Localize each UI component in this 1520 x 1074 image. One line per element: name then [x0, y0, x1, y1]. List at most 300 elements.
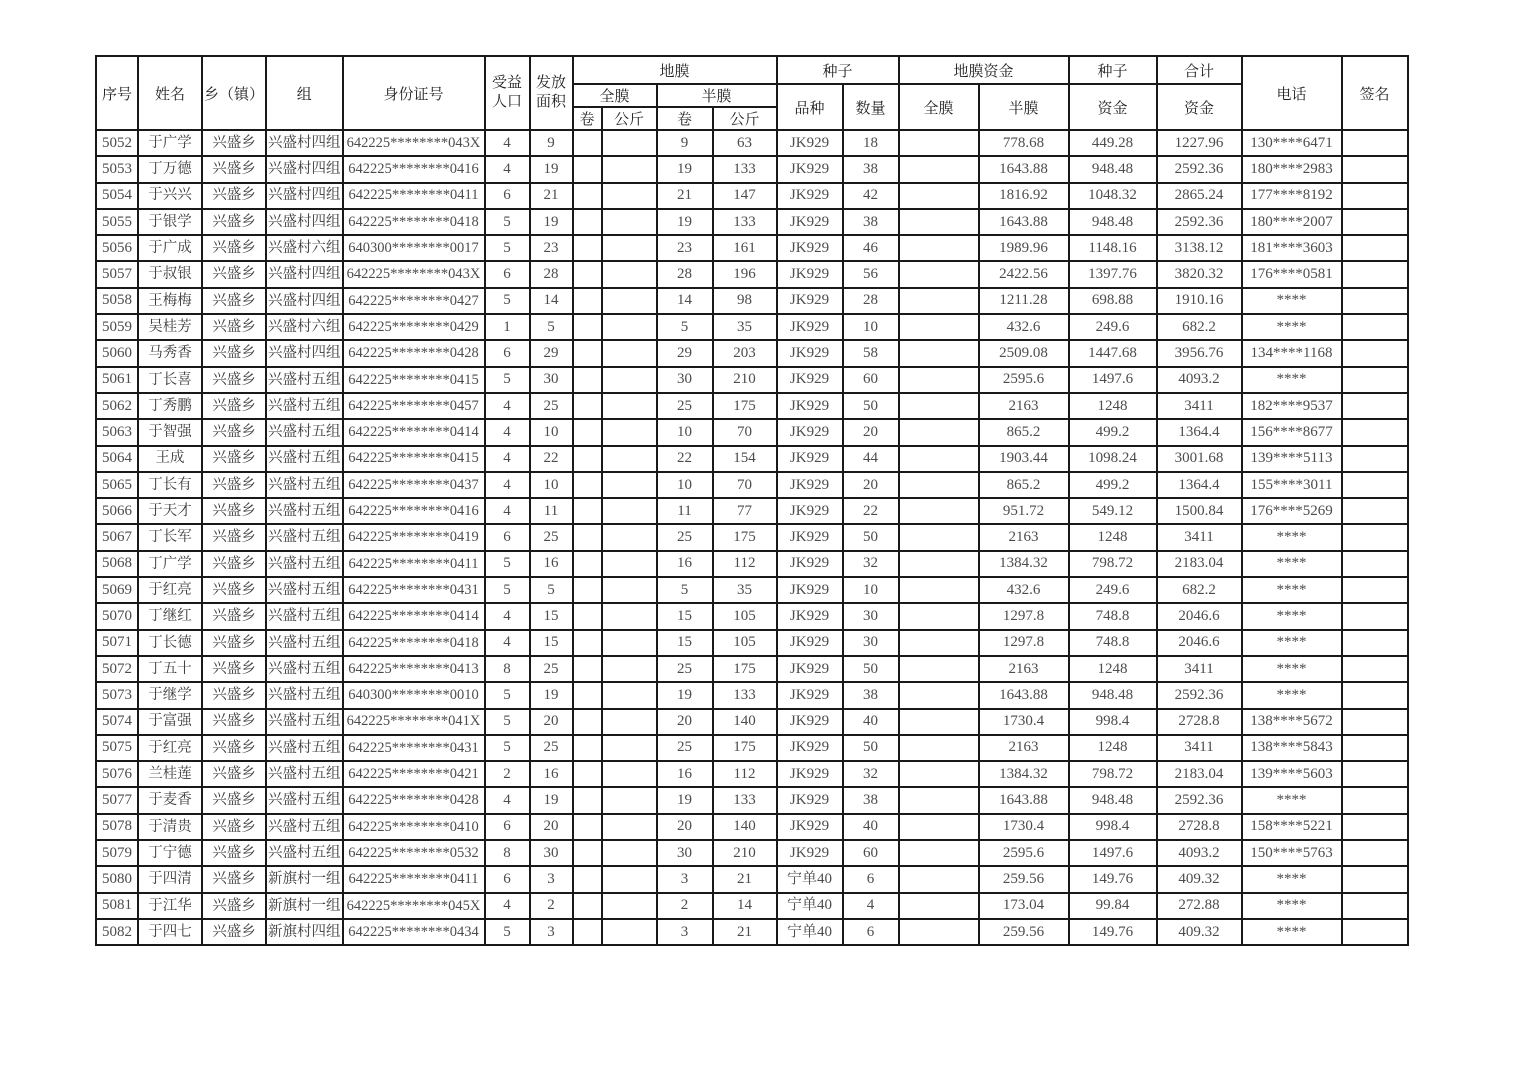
cell-phone: 155****3011 — [1242, 472, 1342, 498]
cell-name: 于四清 — [138, 866, 202, 892]
cell-distribution-area: 9 — [530, 130, 573, 156]
cell-film-fund-full — [899, 288, 979, 314]
cell-township: 兴盛乡 — [202, 603, 266, 629]
cell-half-film-kg: 175 — [713, 524, 777, 550]
cell-township: 兴盛乡 — [202, 919, 266, 945]
cell-group: 兴盛村五组 — [266, 367, 343, 393]
cell-full-film-kg — [602, 498, 657, 524]
table-row — [96, 630, 1408, 656]
cell-full-film-rolls — [573, 235, 602, 261]
cell-seed-quantity: 58 — [843, 340, 899, 366]
header-film-fund: 地膜资金 — [899, 56, 1069, 84]
cell-township: 兴盛乡 — [202, 735, 266, 761]
cell-distribution-area: 10 — [530, 419, 573, 445]
cell-beneficiary-population: 5 — [485, 288, 530, 314]
cell-film-fund-half: 778.68 — [979, 130, 1069, 156]
cell-seed-fund: 549.12 — [1069, 498, 1157, 524]
cell-film-fund-half: 2509.08 — [979, 340, 1069, 366]
cell-phone: **** — [1242, 919, 1342, 945]
cell-group: 兴盛村四组 — [266, 130, 343, 156]
cell-township: 兴盛乡 — [202, 682, 266, 708]
cell-seed-quantity: 30 — [843, 603, 899, 629]
cell-full-film-rolls — [573, 340, 602, 366]
cell-distribution-area: 19 — [530, 787, 573, 813]
cell-beneficiary-population: 5 — [485, 551, 530, 577]
cell-signature — [1342, 814, 1408, 840]
cell-total-fund: 1500.84 — [1157, 498, 1242, 524]
cell-phone: 180****2007 — [1242, 209, 1342, 235]
table-row — [96, 472, 1408, 498]
cell-seed-variety: JK929 — [777, 656, 843, 682]
cell-film-fund-half: 1643.88 — [979, 682, 1069, 708]
cell-full-film-rolls — [573, 156, 602, 182]
cell-half-film-kg: 175 — [713, 656, 777, 682]
cell-seed-quantity: 40 — [843, 814, 899, 840]
cell-distribution-area: 29 — [530, 340, 573, 366]
cell-seed-variety: JK929 — [777, 367, 843, 393]
cell-phone: **** — [1242, 787, 1342, 813]
cell-seed-variety: JK929 — [777, 261, 843, 287]
cell-seed-quantity: 6 — [843, 866, 899, 892]
cell-seed-variety: JK929 — [777, 524, 843, 550]
cell-total-fund: 2865.24 — [1157, 183, 1242, 209]
cell-half-film-rolls: 16 — [657, 761, 713, 787]
cell-signature — [1342, 735, 1408, 761]
cell-township: 兴盛乡 — [202, 261, 266, 287]
cell-half-film-kg: 140 — [713, 814, 777, 840]
cell-name: 于天才 — [138, 498, 202, 524]
cell-signature — [1342, 524, 1408, 550]
cell-seq: 5069 — [96, 577, 138, 603]
header-group: 组 — [266, 56, 343, 130]
cell-full-film-rolls — [573, 288, 602, 314]
cell-township: 兴盛乡 — [202, 866, 266, 892]
cell-film-fund-half: 173.04 — [979, 893, 1069, 919]
cell-id-number: 642225********0532 — [343, 840, 485, 866]
cell-half-film-kg: 35 — [713, 577, 777, 603]
cell-seed-variety: JK929 — [777, 340, 843, 366]
cell-seq: 5056 — [96, 235, 138, 261]
cell-full-film-rolls — [573, 735, 602, 761]
cell-seed-quantity: 50 — [843, 735, 899, 761]
cell-film-fund-half: 1643.88 — [979, 209, 1069, 235]
cell-phone: 139****5113 — [1242, 446, 1342, 472]
cell-half-film-rolls: 9 — [657, 130, 713, 156]
cell-distribution-area: 15 — [530, 630, 573, 656]
cell-film-fund-full — [899, 630, 979, 656]
cell-name: 于江华 — [138, 893, 202, 919]
cell-distribution-area: 5 — [530, 314, 573, 340]
cell-total-fund: 2592.36 — [1157, 787, 1242, 813]
cell-seed-quantity: 60 — [843, 367, 899, 393]
header-seed-fund-top: 种子 — [1069, 56, 1157, 84]
cell-seed-variety: JK929 — [777, 130, 843, 156]
cell-full-film-rolls — [573, 919, 602, 945]
cell-film-fund-full — [899, 446, 979, 472]
cell-beneficiary-population: 6 — [485, 183, 530, 209]
cell-group: 新旗村一组 — [266, 866, 343, 892]
cell-seed-quantity: 38 — [843, 156, 899, 182]
cell-name: 丁宁德 — [138, 840, 202, 866]
cell-seed-variety: JK929 — [777, 314, 843, 340]
cell-township: 兴盛乡 — [202, 524, 266, 550]
cell-phone: 138****5672 — [1242, 709, 1342, 735]
cell-seed-fund: 149.76 — [1069, 866, 1157, 892]
cell-beneficiary-population: 6 — [485, 524, 530, 550]
cell-beneficiary-population: 5 — [485, 709, 530, 735]
header-seed-variety: 品种 — [777, 84, 843, 130]
cell-full-film-kg — [602, 551, 657, 577]
cell-seed-quantity: 32 — [843, 761, 899, 787]
cell-township: 兴盛乡 — [202, 472, 266, 498]
cell-distribution-area: 23 — [530, 235, 573, 261]
cell-seed-quantity: 50 — [843, 656, 899, 682]
cell-seed-variety: JK929 — [777, 814, 843, 840]
cell-township: 兴盛乡 — [202, 709, 266, 735]
cell-total-fund: 2046.6 — [1157, 603, 1242, 629]
header-township: 乡（镇） — [202, 56, 266, 130]
cell-beneficiary-population: 6 — [485, 340, 530, 366]
cell-phone: **** — [1242, 524, 1342, 550]
cell-name: 丁长喜 — [138, 367, 202, 393]
cell-signature — [1342, 919, 1408, 945]
cell-group: 兴盛村五组 — [266, 656, 343, 682]
cell-distribution-area: 25 — [530, 524, 573, 550]
cell-seed-quantity: 28 — [843, 288, 899, 314]
cell-full-film-rolls — [573, 630, 602, 656]
cell-group: 兴盛村六组 — [266, 314, 343, 340]
cell-id-number: 642225********0411 — [343, 183, 485, 209]
cell-seed-variety: JK929 — [777, 183, 843, 209]
cell-seed-fund: 948.48 — [1069, 787, 1157, 813]
cell-half-film-kg: 196 — [713, 261, 777, 287]
cell-half-film-rolls: 3 — [657, 919, 713, 945]
header-seq: 序号 — [96, 56, 138, 130]
cell-seed-fund: 1447.68 — [1069, 340, 1157, 366]
cell-beneficiary-population: 8 — [485, 656, 530, 682]
cell-full-film-kg — [602, 314, 657, 340]
cell-group: 兴盛村五组 — [266, 577, 343, 603]
cell-group: 兴盛村五组 — [266, 393, 343, 419]
cell-seq: 5078 — [96, 814, 138, 840]
cell-full-film-rolls — [573, 498, 602, 524]
cell-phone: 156****8677 — [1242, 419, 1342, 445]
cell-seed-fund: 748.8 — [1069, 603, 1157, 629]
cell-half-film-rolls: 2 — [657, 893, 713, 919]
cell-name: 王成 — [138, 446, 202, 472]
cell-seq: 5081 — [96, 893, 138, 919]
cell-seed-variety: JK929 — [777, 393, 843, 419]
cell-seq: 5053 — [96, 156, 138, 182]
cell-beneficiary-population: 4 — [485, 130, 530, 156]
cell-phone: 150****5763 — [1242, 840, 1342, 866]
cell-signature — [1342, 630, 1408, 656]
cell-seed-quantity: 50 — [843, 393, 899, 419]
header-half-film: 半膜 — [657, 84, 777, 107]
cell-seed-variety: JK929 — [777, 840, 843, 866]
header-half-film-rolls: 卷 — [657, 107, 713, 130]
cell-name: 于红亮 — [138, 735, 202, 761]
cell-id-number: 640300********0010 — [343, 682, 485, 708]
cell-seq: 5082 — [96, 919, 138, 945]
table-row — [96, 288, 1408, 314]
cell-half-film-kg: 105 — [713, 603, 777, 629]
cell-half-film-rolls: 30 — [657, 840, 713, 866]
cell-total-fund: 1364.4 — [1157, 472, 1242, 498]
cell-id-number: 642225********0419 — [343, 524, 485, 550]
cell-film-fund-full — [899, 261, 979, 287]
cell-distribution-area: 16 — [530, 551, 573, 577]
cell-total-fund: 3820.32 — [1157, 261, 1242, 287]
header-film-fund-half: 半膜 — [979, 84, 1069, 130]
cell-total-fund: 2183.04 — [1157, 761, 1242, 787]
cell-beneficiary-population: 5 — [485, 682, 530, 708]
cell-township: 兴盛乡 — [202, 656, 266, 682]
cell-name: 丁五十 — [138, 656, 202, 682]
cell-distribution-area: 19 — [530, 209, 573, 235]
cell-id-number: 642225********0415 — [343, 367, 485, 393]
cell-signature — [1342, 709, 1408, 735]
cell-beneficiary-population: 2 — [485, 761, 530, 787]
cell-film-fund-full — [899, 524, 979, 550]
cell-half-film-rolls: 23 — [657, 235, 713, 261]
table-row — [96, 682, 1408, 708]
cell-name: 丁继红 — [138, 603, 202, 629]
cell-seed-variety: JK929 — [777, 419, 843, 445]
cell-half-film-rolls: 19 — [657, 156, 713, 182]
cell-full-film-kg — [602, 235, 657, 261]
cell-half-film-kg: 133 — [713, 156, 777, 182]
cell-film-fund-full — [899, 472, 979, 498]
cell-half-film-rolls: 3 — [657, 866, 713, 892]
cell-phone: 176****0581 — [1242, 261, 1342, 287]
cell-film-fund-full — [899, 314, 979, 340]
cell-seed-variety: JK929 — [777, 209, 843, 235]
cell-film-fund-full — [899, 840, 979, 866]
cell-half-film-rolls: 11 — [657, 498, 713, 524]
cell-full-film-kg — [602, 840, 657, 866]
cell-film-fund-full — [899, 682, 979, 708]
cell-seed-fund: 798.72 — [1069, 761, 1157, 787]
cell-id-number: 642225********0429 — [343, 314, 485, 340]
cell-film-fund-full — [899, 209, 979, 235]
cell-half-film-kg: 210 — [713, 840, 777, 866]
cell-seq: 5076 — [96, 761, 138, 787]
header-film: 地膜 — [573, 56, 777, 84]
cell-seed-quantity: 22 — [843, 498, 899, 524]
cell-distribution-area: 30 — [530, 367, 573, 393]
cell-seed-variety: JK929 — [777, 603, 843, 629]
cell-half-film-kg: 133 — [713, 682, 777, 708]
cell-seed-quantity: 18 — [843, 130, 899, 156]
cell-film-fund-full — [899, 498, 979, 524]
cell-phone: 180****2983 — [1242, 156, 1342, 182]
cell-signature — [1342, 551, 1408, 577]
cell-full-film-rolls — [573, 840, 602, 866]
cell-full-film-rolls — [573, 656, 602, 682]
cell-id-number: 642225********0457 — [343, 393, 485, 419]
cell-distribution-area: 25 — [530, 735, 573, 761]
header-distribution-area: 发放面积 — [530, 56, 573, 130]
cell-distribution-area: 19 — [530, 156, 573, 182]
cell-seed-quantity: 10 — [843, 577, 899, 603]
cell-film-fund-half: 1643.88 — [979, 787, 1069, 813]
cell-signature — [1342, 656, 1408, 682]
cell-film-fund-half: 2163 — [979, 524, 1069, 550]
cell-full-film-rolls — [573, 261, 602, 287]
cell-group: 兴盛村五组 — [266, 682, 343, 708]
cell-total-fund: 3411 — [1157, 393, 1242, 419]
cell-full-film-rolls — [573, 603, 602, 629]
cell-film-fund-full — [899, 393, 979, 419]
cell-distribution-area: 25 — [530, 656, 573, 682]
cell-film-fund-half: 1730.4 — [979, 814, 1069, 840]
cell-seed-fund: 998.4 — [1069, 814, 1157, 840]
cell-seed-variety: JK929 — [777, 498, 843, 524]
cell-seed-variety: JK929 — [777, 709, 843, 735]
cell-film-fund-full — [899, 419, 979, 445]
cell-group: 兴盛村五组 — [266, 630, 343, 656]
cell-name: 于继学 — [138, 682, 202, 708]
cell-seq: 5063 — [96, 419, 138, 445]
cell-seed-fund: 1098.24 — [1069, 446, 1157, 472]
cell-half-film-rolls: 10 — [657, 419, 713, 445]
cell-full-film-rolls — [573, 814, 602, 840]
table-row — [96, 735, 1408, 761]
cell-signature — [1342, 866, 1408, 892]
cell-name: 马秀香 — [138, 340, 202, 366]
cell-seed-fund: 798.72 — [1069, 551, 1157, 577]
cell-name: 于清贵 — [138, 814, 202, 840]
cell-seed-quantity: 6 — [843, 919, 899, 945]
cell-total-fund: 4093.2 — [1157, 367, 1242, 393]
cell-phone: **** — [1242, 551, 1342, 577]
cell-total-fund: 2592.36 — [1157, 682, 1242, 708]
cell-distribution-area: 2 — [530, 893, 573, 919]
cell-id-number: 642225********0411 — [343, 551, 485, 577]
cell-half-film-rolls: 30 — [657, 367, 713, 393]
cell-distribution-area: 3 — [530, 919, 573, 945]
cell-seed-quantity: 4 — [843, 893, 899, 919]
cell-full-film-kg — [602, 183, 657, 209]
cell-film-fund-half: 259.56 — [979, 866, 1069, 892]
cell-half-film-rolls: 29 — [657, 340, 713, 366]
cell-signature — [1342, 603, 1408, 629]
cell-seed-fund: 149.76 — [1069, 919, 1157, 945]
cell-id-number: 642225********045X — [343, 893, 485, 919]
cell-seed-variety: JK929 — [777, 551, 843, 577]
cell-half-film-kg: 175 — [713, 393, 777, 419]
cell-seq: 5072 — [96, 656, 138, 682]
cell-seed-variety: JK929 — [777, 156, 843, 182]
cell-signature — [1342, 130, 1408, 156]
cell-film-fund-full — [899, 577, 979, 603]
cell-group: 兴盛村五组 — [266, 603, 343, 629]
cell-name: 吴桂芳 — [138, 314, 202, 340]
cell-signature — [1342, 761, 1408, 787]
cell-distribution-area: 30 — [530, 840, 573, 866]
cell-group: 兴盛村四组 — [266, 340, 343, 366]
table-row — [96, 261, 1408, 287]
cell-distribution-area: 20 — [530, 814, 573, 840]
cell-film-fund-full — [899, 866, 979, 892]
cell-seq: 5068 — [96, 551, 138, 577]
cell-full-film-kg — [602, 288, 657, 314]
cell-seq: 5058 — [96, 288, 138, 314]
cell-township: 兴盛乡 — [202, 209, 266, 235]
cell-half-film-kg: 35 — [713, 314, 777, 340]
cell-film-fund-half: 2422.56 — [979, 261, 1069, 287]
cell-film-fund-half: 865.2 — [979, 472, 1069, 498]
cell-group: 兴盛村四组 — [266, 288, 343, 314]
cell-seed-variety: JK929 — [777, 682, 843, 708]
cell-beneficiary-population: 6 — [485, 866, 530, 892]
table-row — [96, 367, 1408, 393]
cell-seed-variety: JK929 — [777, 735, 843, 761]
cell-seq: 5062 — [96, 393, 138, 419]
cell-distribution-area: 15 — [530, 603, 573, 629]
cell-signature — [1342, 340, 1408, 366]
table-row — [96, 183, 1408, 209]
cell-distribution-area: 28 — [530, 261, 573, 287]
cell-seq: 5052 — [96, 130, 138, 156]
cell-seed-fund: 499.2 — [1069, 419, 1157, 445]
cell-phone: 134****1168 — [1242, 340, 1342, 366]
cell-full-film-kg — [602, 814, 657, 840]
cell-full-film-kg — [602, 682, 657, 708]
cell-half-film-rolls: 5 — [657, 577, 713, 603]
cell-full-film-rolls — [573, 209, 602, 235]
table-row — [96, 656, 1408, 682]
cell-seed-variety: JK929 — [777, 446, 843, 472]
cell-film-fund-half: 259.56 — [979, 919, 1069, 945]
cell-seq: 5066 — [96, 498, 138, 524]
cell-half-film-rolls: 10 — [657, 472, 713, 498]
cell-seq: 5060 — [96, 340, 138, 366]
cell-group: 兴盛村五组 — [266, 735, 343, 761]
cell-film-fund-half: 1903.44 — [979, 446, 1069, 472]
cell-phone: 139****5603 — [1242, 761, 1342, 787]
cell-film-fund-half: 432.6 — [979, 314, 1069, 340]
table-row — [96, 156, 1408, 182]
cell-film-fund-full — [899, 814, 979, 840]
table-row — [96, 893, 1408, 919]
cell-signature — [1342, 209, 1408, 235]
cell-group: 新旗村一组 — [266, 893, 343, 919]
cell-distribution-area: 16 — [530, 761, 573, 787]
cell-half-film-kg: 133 — [713, 209, 777, 235]
cell-id-number: 642225********0427 — [343, 288, 485, 314]
cell-group: 兴盛村五组 — [266, 709, 343, 735]
cell-seq: 5074 — [96, 709, 138, 735]
cell-seed-variety: JK929 — [777, 761, 843, 787]
cell-total-fund: 682.2 — [1157, 314, 1242, 340]
table-body — [96, 130, 1408, 945]
cell-total-fund: 2046.6 — [1157, 630, 1242, 656]
cell-seed-variety: JK929 — [777, 472, 843, 498]
cell-film-fund-half: 1643.88 — [979, 156, 1069, 182]
table-row — [96, 787, 1408, 813]
cell-id-number: 640300********0017 — [343, 235, 485, 261]
cell-phone: **** — [1242, 603, 1342, 629]
cell-seed-quantity: 10 — [843, 314, 899, 340]
cell-full-film-kg — [602, 524, 657, 550]
cell-half-film-rolls: 21 — [657, 183, 713, 209]
cell-beneficiary-population: 4 — [485, 156, 530, 182]
cell-beneficiary-population: 4 — [485, 472, 530, 498]
cell-seed-fund: 99.84 — [1069, 893, 1157, 919]
cell-beneficiary-population: 4 — [485, 603, 530, 629]
